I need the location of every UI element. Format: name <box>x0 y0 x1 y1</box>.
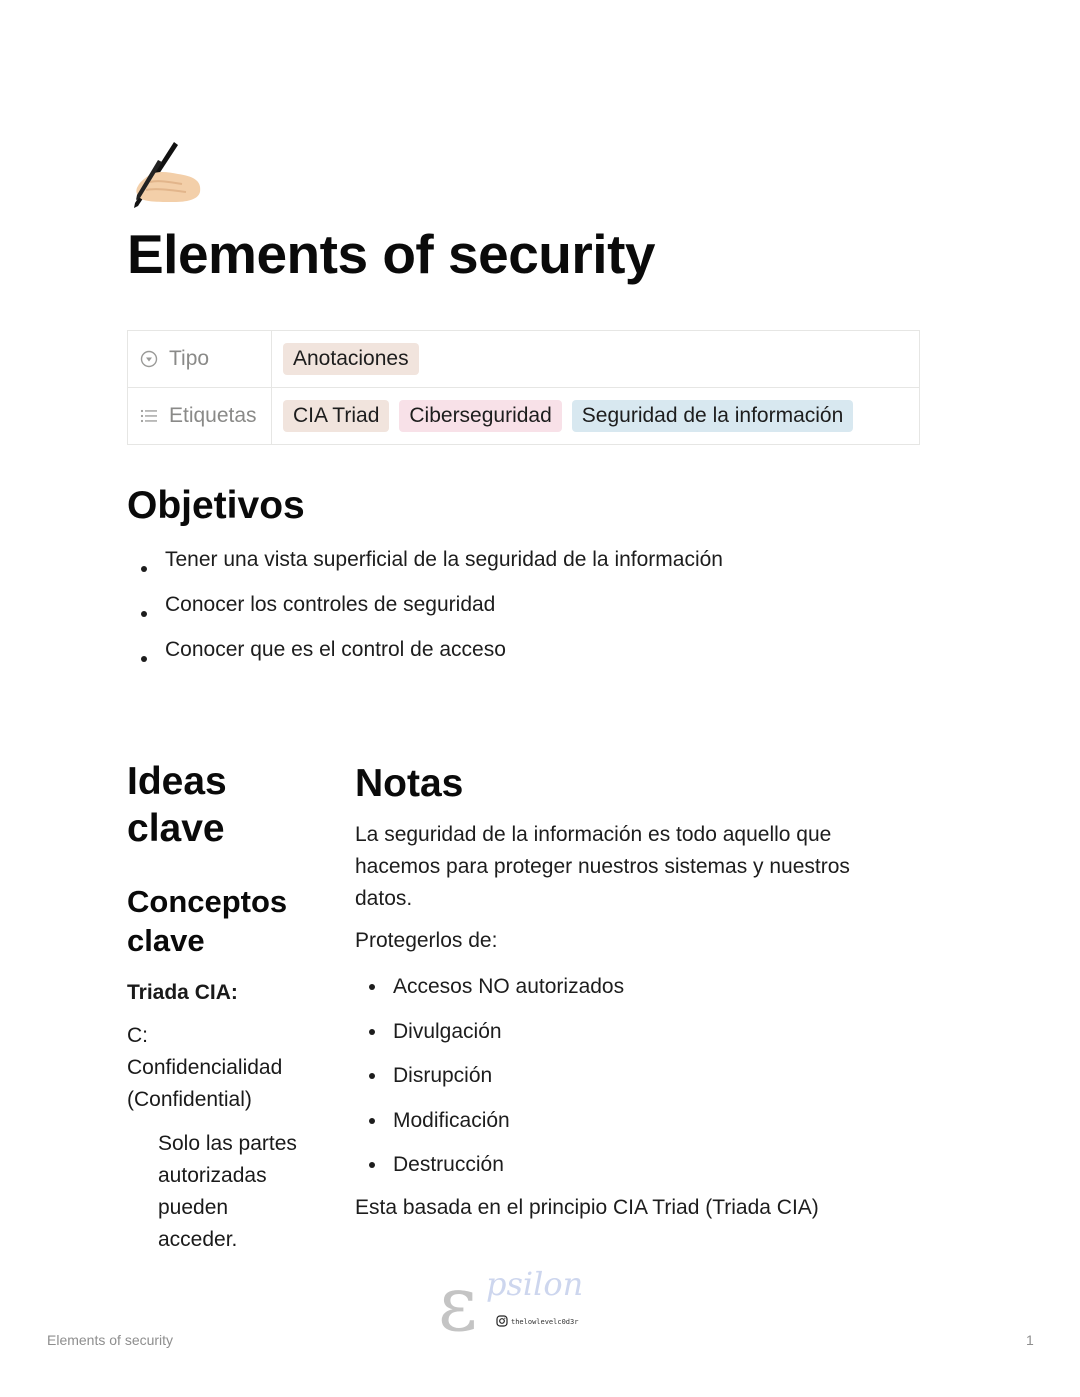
amenazas-list <box>355 965 915 1188</box>
epsilon-watermark <box>438 1259 598 1348</box>
objetivos-list <box>165 546 723 681</box>
heading-line: Conceptos <box>127 884 288 919</box>
list-icon <box>139 406 159 426</box>
watermark-handle <box>496 1315 578 1329</box>
text-line: La seguridad de la información es todo aquello que <box>355 823 832 846</box>
property-name-tipo[interactable] <box>128 331 272 387</box>
tag-cia-triad[interactable]: CIA Triad <box>283 400 389 432</box>
c-english: (Confidential) <box>127 1088 252 1111</box>
watermark-letter: ε <box>438 1259 478 1348</box>
confidencialidad-block <box>127 1020 327 1116</box>
c-name: Confidencialidad <box>127 1056 283 1079</box>
notas-heading: Notas <box>355 762 464 805</box>
property-name-etiquetas[interactable] <box>128 388 272 444</box>
watermark-word: psilon <box>486 1265 584 1303</box>
tag-anotaciones[interactable]: Anotaciones <box>283 343 419 375</box>
list-item: Tener una vista superficial de la seguridad de la información <box>165 546 723 591</box>
objetivos-heading: Objetivos <box>127 484 305 527</box>
property-value-etiquetas[interactable] <box>272 388 919 444</box>
triada-cia-label: Triada CIA: <box>127 981 238 1004</box>
list-item: Disrupción <box>393 1054 915 1099</box>
ideas-clave-column <box>127 758 327 1256</box>
heading-line: clave <box>127 923 205 958</box>
page-title: Elements of security <box>127 223 655 285</box>
footer-title: Elements of security <box>47 1332 174 1348</box>
instagram-icon <box>496 1315 508 1329</box>
description-line: Solo las partes <box>158 1132 297 1155</box>
protegerlos-label: Protegerlos de: <box>355 929 498 952</box>
heading-line: Ideas <box>127 760 227 803</box>
instagram-handle: thelowlevelc0d3r <box>511 1318 579 1326</box>
property-label: Tipo <box>169 347 210 370</box>
property-row-etiquetas <box>128 388 919 444</box>
list-item: Accesos NO autorizados <box>393 965 915 1010</box>
text-line: datos. <box>355 887 413 910</box>
description-line: autorizadas <box>158 1164 267 1187</box>
description-line: pueden <box>158 1196 229 1219</box>
property-label: Etiquetas <box>169 404 257 427</box>
ideas-clave-heading <box>127 758 327 852</box>
description-line: acceder. <box>158 1228 238 1251</box>
list-item: Modificación <box>393 1099 915 1144</box>
conceptos-clave-heading <box>127 882 327 960</box>
property-value-tipo[interactable] <box>272 331 919 387</box>
list-item: Divulgación <box>393 1010 915 1055</box>
select-icon <box>139 349 159 369</box>
properties-table <box>127 330 920 445</box>
tag-seguridad-informacion[interactable]: Seguridad de la información <box>572 400 854 432</box>
notas-paragraph <box>355 819 915 915</box>
heading-line: clave <box>127 807 225 850</box>
text-line: hacemos para proteger nuestros sistemas y nuestros <box>355 855 850 878</box>
writing-hand-icon <box>126 136 206 212</box>
confidencialidad-description <box>158 1128 327 1256</box>
list-item: Destrucción <box>393 1143 915 1188</box>
tag-ciberseguridad[interactable]: Ciberseguridad <box>399 400 561 432</box>
notas-column <box>355 758 915 1224</box>
c-label: C: <box>127 1024 148 1047</box>
list-item: Conocer que es el control de acceso <box>165 636 723 681</box>
page-number: 1 <box>1026 1332 1034 1348</box>
property-row-tipo <box>128 331 919 388</box>
cia-triad-paragraph: Esta basada en el principio CIA Triad (Triada CIA) <box>355 1195 819 1219</box>
list-item: Conocer los controles de seguridad <box>165 591 723 636</box>
